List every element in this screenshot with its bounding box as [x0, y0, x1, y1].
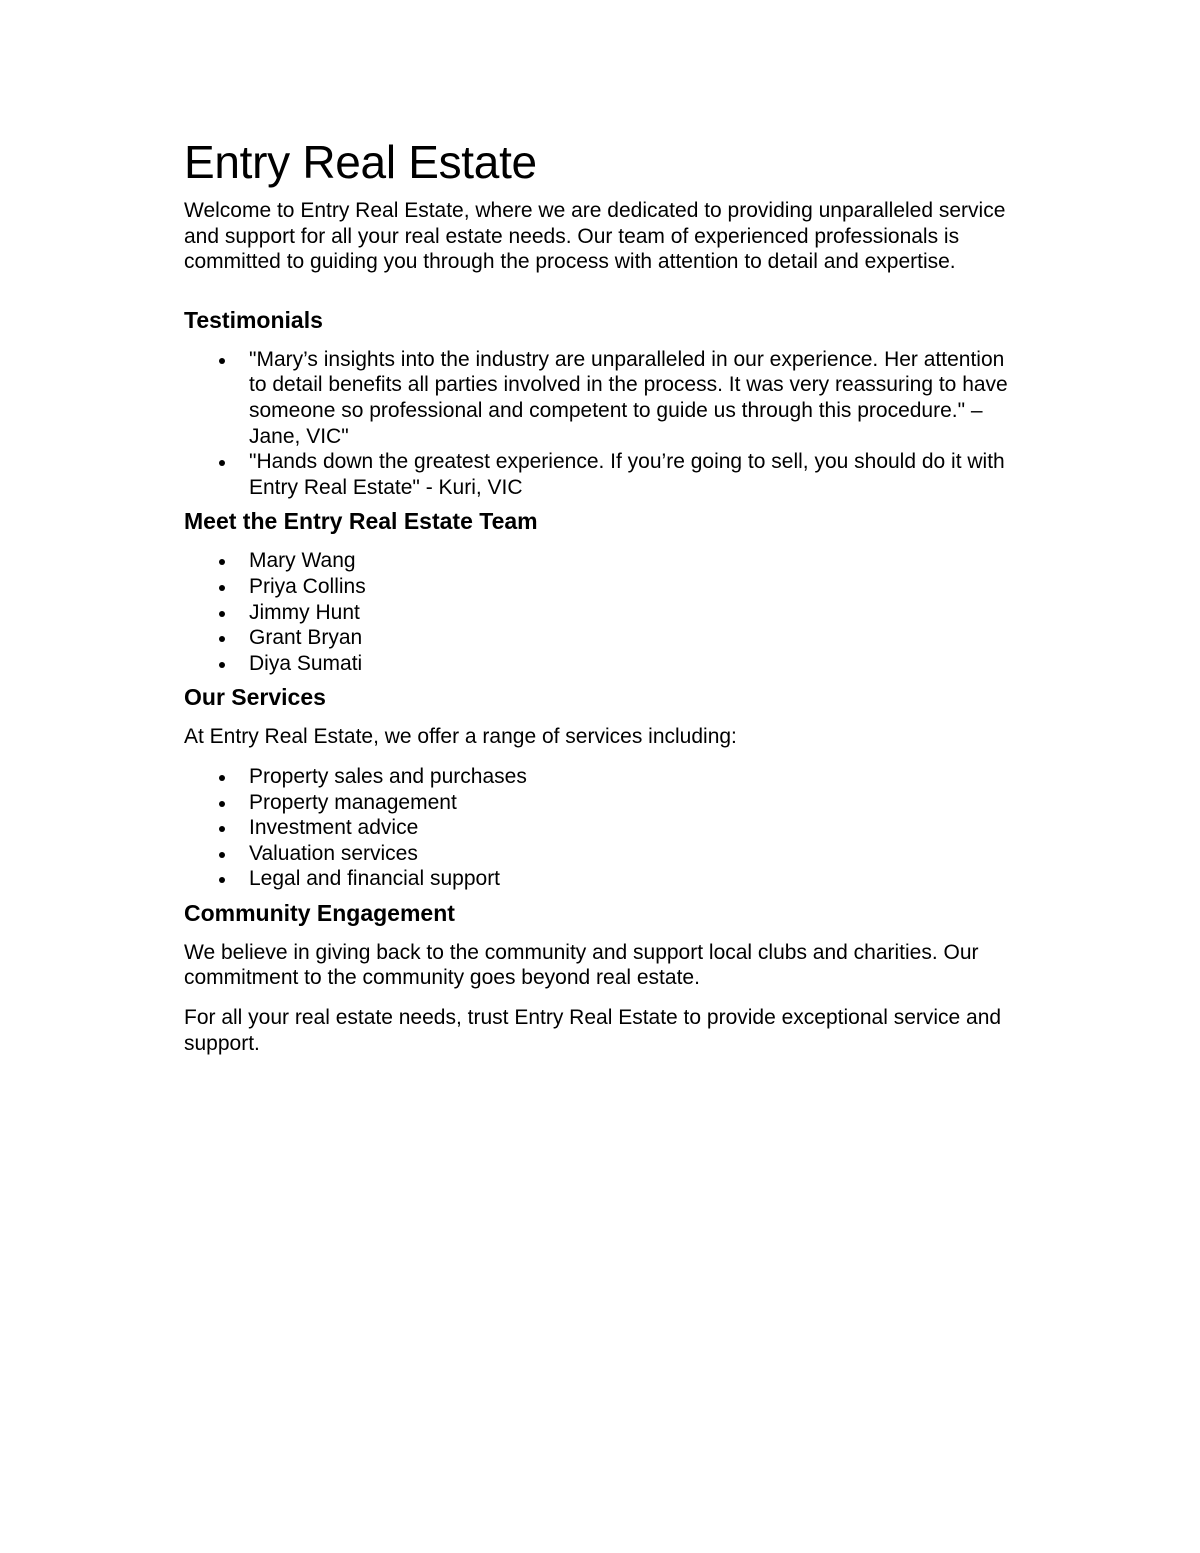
document-page — [184, 132, 1024, 1056]
service-item: Legal and financial support — [184, 866, 1024, 892]
testimonial-item: "Mary’s insights into the industry are unparalleled in our experience. Her attention to detail benefits all parties involved in the process. It was very reassuring to have someone so professional and competent to guide us through this procedure." – Jane, VIC" — [184, 347, 1016, 449]
team-member: Mary Wang — [184, 548, 1024, 574]
intro-paragraph: Welcome to Entry Real Estate, where we are dedicated to providing unparalleled service and support for all your real estate needs. Our team of experienced professionals is committed to guiding you through the process with attention to detail and expertise. — [184, 199, 1006, 274]
closing-paragraph: For all your real estate needs, trust Entry Real Estate to provide exceptional service and support. — [184, 1006, 1002, 1055]
community-paragraph: We believe in giving back to the community and support local clubs and charities. Our commitment to the community goes beyond real estate. — [184, 940, 979, 990]
team-list — [184, 548, 1024, 676]
service-item: Valuation services — [184, 841, 1024, 867]
service-item: Property sales and purchases — [184, 764, 1024, 790]
service-item: Investment advice — [184, 815, 1024, 841]
services-heading: Our Services — [184, 684, 326, 711]
services-intro: At Entry Real Estate, we offer a range of services including: — [184, 725, 737, 749]
services-list — [184, 764, 1024, 892]
document-title: Entry Real Estate — [184, 136, 537, 188]
team-heading: Meet the Entry Real Estate Team — [184, 508, 538, 535]
community-heading: Community Engagement — [184, 899, 455, 926]
team-member: Diya Sumati — [184, 651, 1024, 677]
team-member: Jimmy Hunt — [184, 600, 1024, 626]
testimonials-list — [184, 347, 1024, 501]
team-member: Grant Bryan — [184, 625, 1024, 651]
testimonial-item: "Hands down the greatest experience. If you’re going to sell, you should do it with Entry Real Estate" - Kuri, VIC — [184, 449, 1016, 500]
testimonials-heading: Testimonials — [184, 306, 323, 333]
team-member: Priya Collins — [184, 574, 1024, 600]
service-item: Property management — [184, 790, 1024, 816]
